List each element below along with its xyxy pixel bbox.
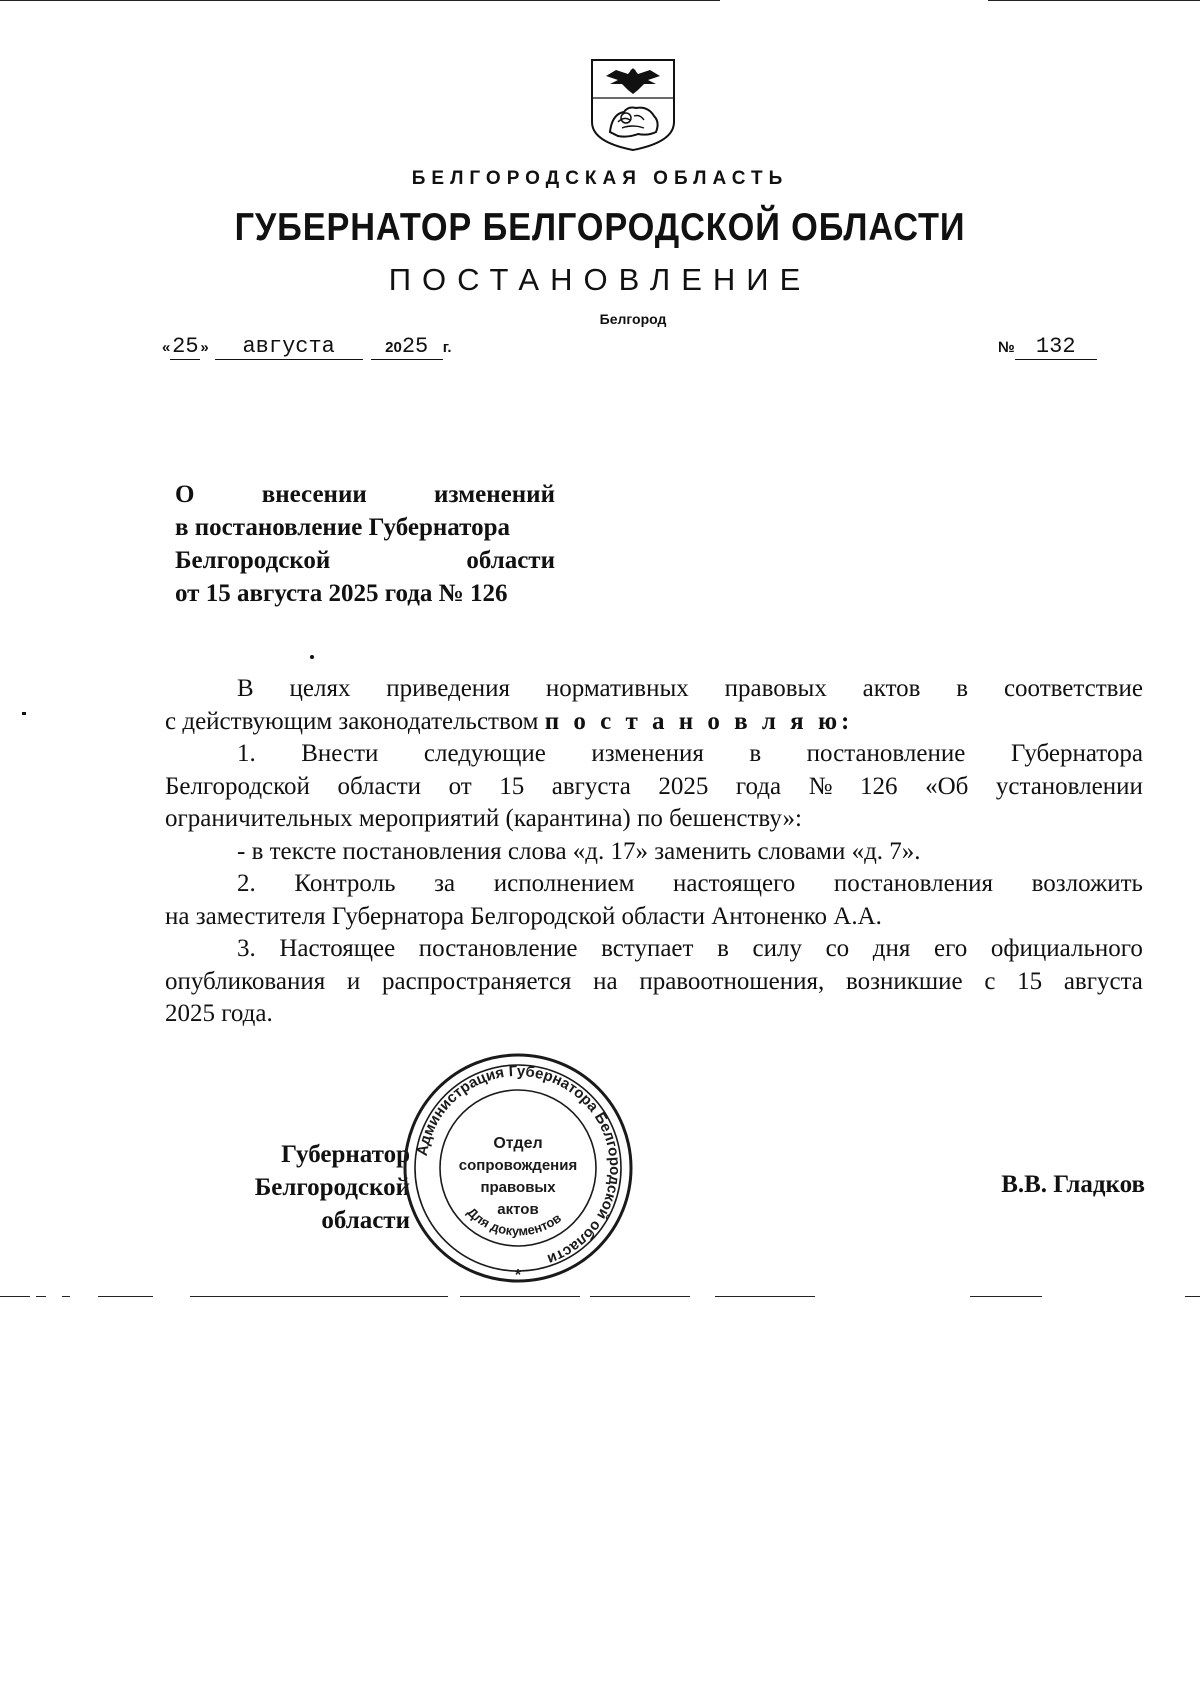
document-date [162,334,452,360]
item-2-line-1: 2. Контроль за исполнением настоящего постановления возложить [237,870,1143,897]
coat-of-arms-emblem [588,56,678,152]
item-2-line-2: на заместителя Губернатора Белгородской области Антоненко А.А. [165,902,882,930]
number-value: 132 [1035,334,1076,359]
item-1-subitem: - в тексте постановления слова «д. 17» заменить словами «д. 7». [237,837,921,865]
city-name: Белгород [599,311,667,327]
date-close-quote: » [200,339,209,356]
item-3-line-2: опубликования и распространяется на правоотношения, возникшие с 15 августа [165,967,1143,995]
date-month: августа [242,334,335,359]
resolve-word: п о с т а н о в л я ю: [544,707,854,735]
document-number [998,334,1097,360]
paragraph-1-line-2: с действующим законодательством п о с т а н о в л я ю: [165,707,854,735]
subject-line-2: в постановление Губернатора [175,514,510,541]
subject-line-3: Белгородской области [175,547,555,574]
item-3-line-3: 2025 года. [165,1000,273,1027]
subject-line-4: от 15 августа 2025 года № 126 [175,580,508,607]
subject-line-1: О внесении изменений [175,481,555,508]
region-name: БЕЛГОРОДСКАЯ ОБЛАСТЬ [411,168,789,189]
number-label: № [998,339,1015,356]
stamp-center-line-4: актов [497,1201,539,1218]
signatory-position [160,1138,410,1237]
stamp-center-line-2: сопровождения [458,1157,578,1174]
date-open-quote: « [162,339,171,356]
paragraph-1-line-1: В целях приведения нормативных правовых актов в соответствие [237,675,1143,702]
governor-title: ГУБЕРНАТОР БЕЛГОРОДСКОЙ ОБЛАСТИ [234,206,966,249]
item-1-line-2: Белгородской области от 15 августа 2025 года № 126 «Об установлении [165,772,1143,800]
date-day: 25 [172,334,199,359]
date-year-abbr: г. [442,339,452,356]
document-type: ПОСТАНОВЛЕНИЕ [388,262,812,297]
item-3-line-1: 3. Настоящее постановление вступает в силу со дня его официального [237,935,1143,962]
stamp-outer-text: Администрация Губернатора Белгородской области [413,1062,624,1268]
document-subject [175,478,555,610]
stamp-bottom-text: Для документов [464,1204,564,1239]
signatory-position-line-2: Белгородской области [254,1174,410,1234]
item-1-line-3: ограничительных мероприятий (карантина) по бешенству»: [165,805,802,832]
stamp-center-line-3: правовых [480,1179,556,1196]
date-century: 20 [385,339,402,356]
date-year-suffix: 25 [401,334,429,359]
scan-speck [22,712,26,715]
scan-speck [310,655,314,659]
stamp-center-line-1: Отдел [493,1135,543,1152]
item-1-line-1: 1. Внести следующие изменения в постановление Губернатора [237,740,1143,767]
stamp-star-mark: * [514,1267,522,1284]
document-body [165,673,1143,1031]
signatory-position-line-1: Губернатор [281,1141,410,1168]
signatory-name: В.В. Гладков [1001,1171,1145,1198]
official-stamp [398,1048,638,1288]
